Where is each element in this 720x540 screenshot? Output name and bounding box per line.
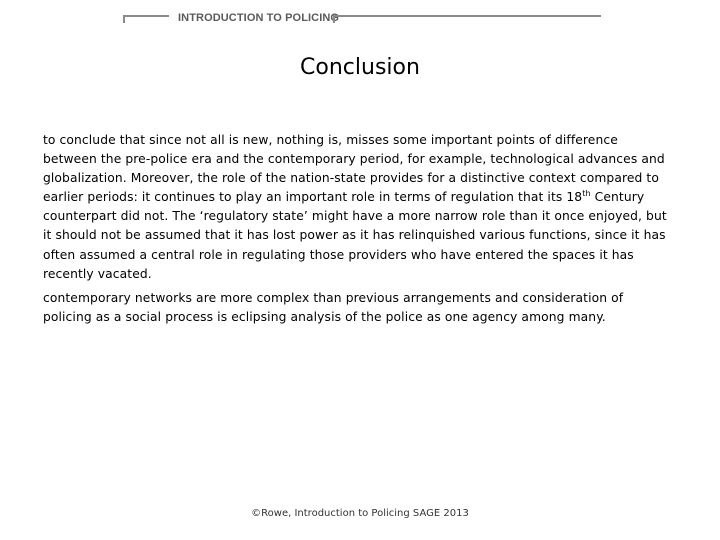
footer-copyright: ©Rowe, Introduction to Policing SAGE 2013 <box>251 508 469 519</box>
paragraph-1 <box>43 131 675 284</box>
header-rule-right <box>333 15 601 23</box>
paragraph-1-text-a: to conclude that since not all is new, nothing is, misses some important points of difference between the pre-police era and the contemporary period, for example, technological advances and globalization. Moreover, the role of the nation-state provides for a distinctive context compared to earlier periods: it continues to play an important role in terms of regulation that its 18 <box>43 133 665 205</box>
header-rule-left <box>123 15 169 23</box>
slide-title: Conclusion <box>300 55 420 80</box>
header-title: INTRODUCTION TO POLICING <box>178 12 340 24</box>
ordinal-superscript: th <box>582 189 591 199</box>
slide-body <box>43 131 675 332</box>
paragraph-1-text-b: Century counterpart did not. The ‘regulatory state’ might have a more narrow role than it once enjoyed, but it should not be assumed that it has lost power as it has relinquished various functions, since it has often assumed a central role in regulating those providers who have entered the spaces it has recently vacated. <box>43 190 667 281</box>
header-banner <box>0 0 720 30</box>
paragraph-2: contemporary networks are more complex than previous arrangements and consideration of policing as a social process is eclipsing analysis of the police as one agency among many. <box>43 290 624 324</box>
